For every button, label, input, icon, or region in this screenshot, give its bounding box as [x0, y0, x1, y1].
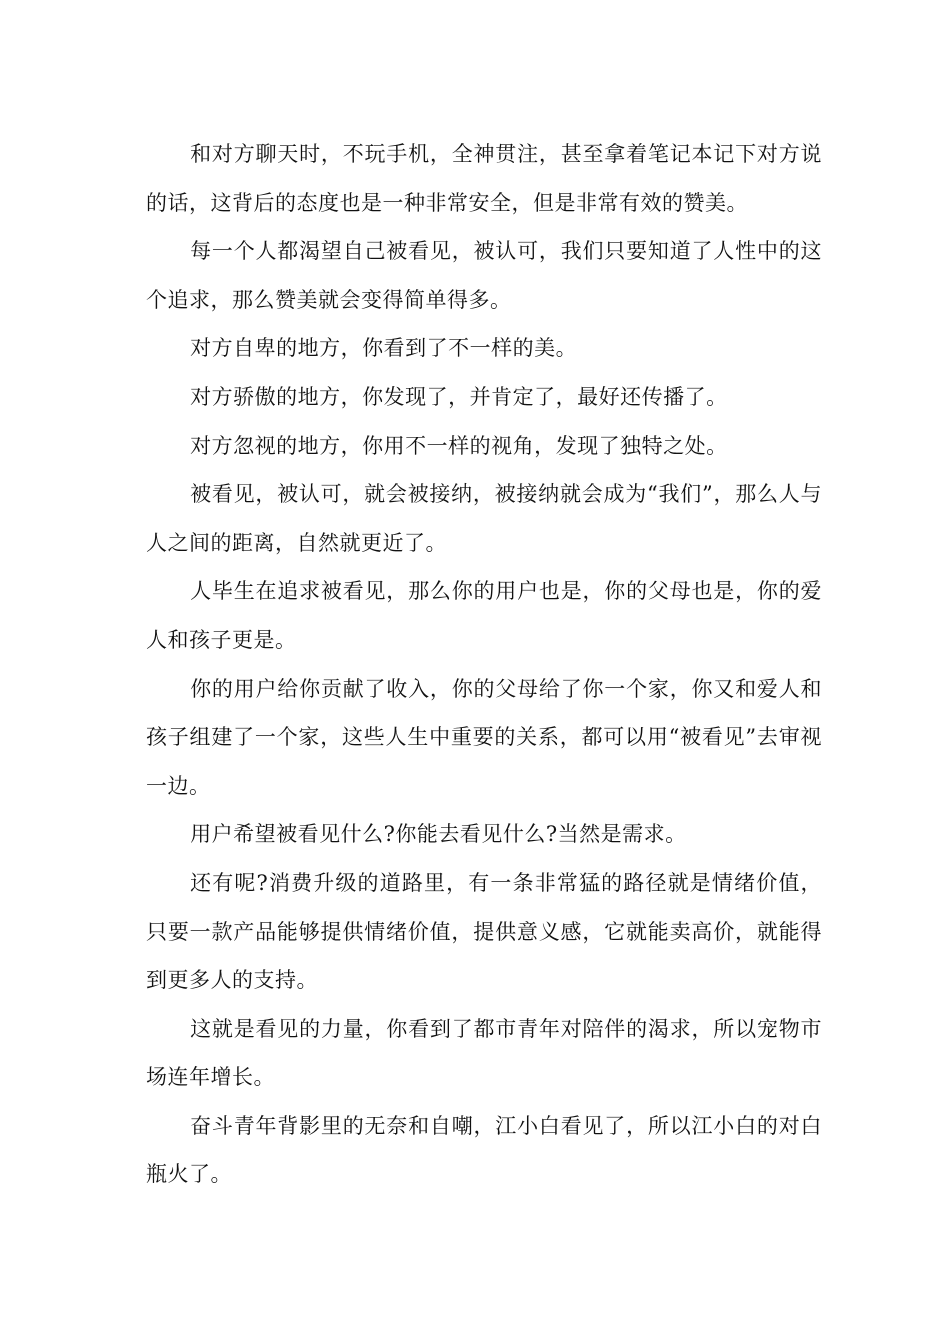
- paragraph: 这就是看见的力量，你看到了都市青年对陪伴的渴求，所以宠物市场连年增长。: [146, 1016, 822, 1090]
- paragraph: 奋斗青年背影里的无奈和自嘲，江小白看见了，所以江小白的对白瓶火了。: [146, 1113, 822, 1187]
- paragraph: 还有呢?消费升级的道路里，有一条非常猛的路径就是情绪价值，只要一款产品能够提供情绪价值，提供意义感，它就能卖高价，就能得到更多人的支持。: [146, 870, 822, 993]
- paragraph: 人毕生在追求被看见，那么你的用户也是，你的父母也是，你的爱人和孩子更是。: [146, 579, 822, 652]
- paragraph: 对方自卑的地方，你看到了不一样的美。: [190, 336, 578, 361]
- paragraph: 和对方聊天时，不玩手机，全神贯注，甚至拿着笔记本记下对方说的话，这背后的态度也是一种非常安全，但是非常有效的赞美。: [146, 142, 822, 215]
- paragraph: 对方骄傲的地方，你发现了，并肯定了，最好还传播了。: [190, 384, 728, 409]
- paragraph: 用户希望被看见什么?你能去看见什么?当然是需求。: [190, 822, 687, 847]
- paragraph: 对方忽视的地方，你用不一样的视角，发现了独特之处。: [190, 433, 728, 458]
- paragraph: 你的用户给你贡献了收入，你的父母给了你一个家，你又和爱人和孩子组建了一个家，这些人生中重要的关系，都可以用“被看见”去审视一边。: [146, 676, 822, 798]
- paragraph: 被看见，被认可，就会被接纳，被接纳就会成为“我们”，那么人与人之间的距离，自然就更近了。: [146, 482, 822, 555]
- document-body: [146, 130, 822, 1199]
- paragraph: 每一个人都渴望自己被看见，被认可，我们只要知道了人性中的这个追求，那么赞美就会变得简单得多。: [146, 239, 822, 312]
